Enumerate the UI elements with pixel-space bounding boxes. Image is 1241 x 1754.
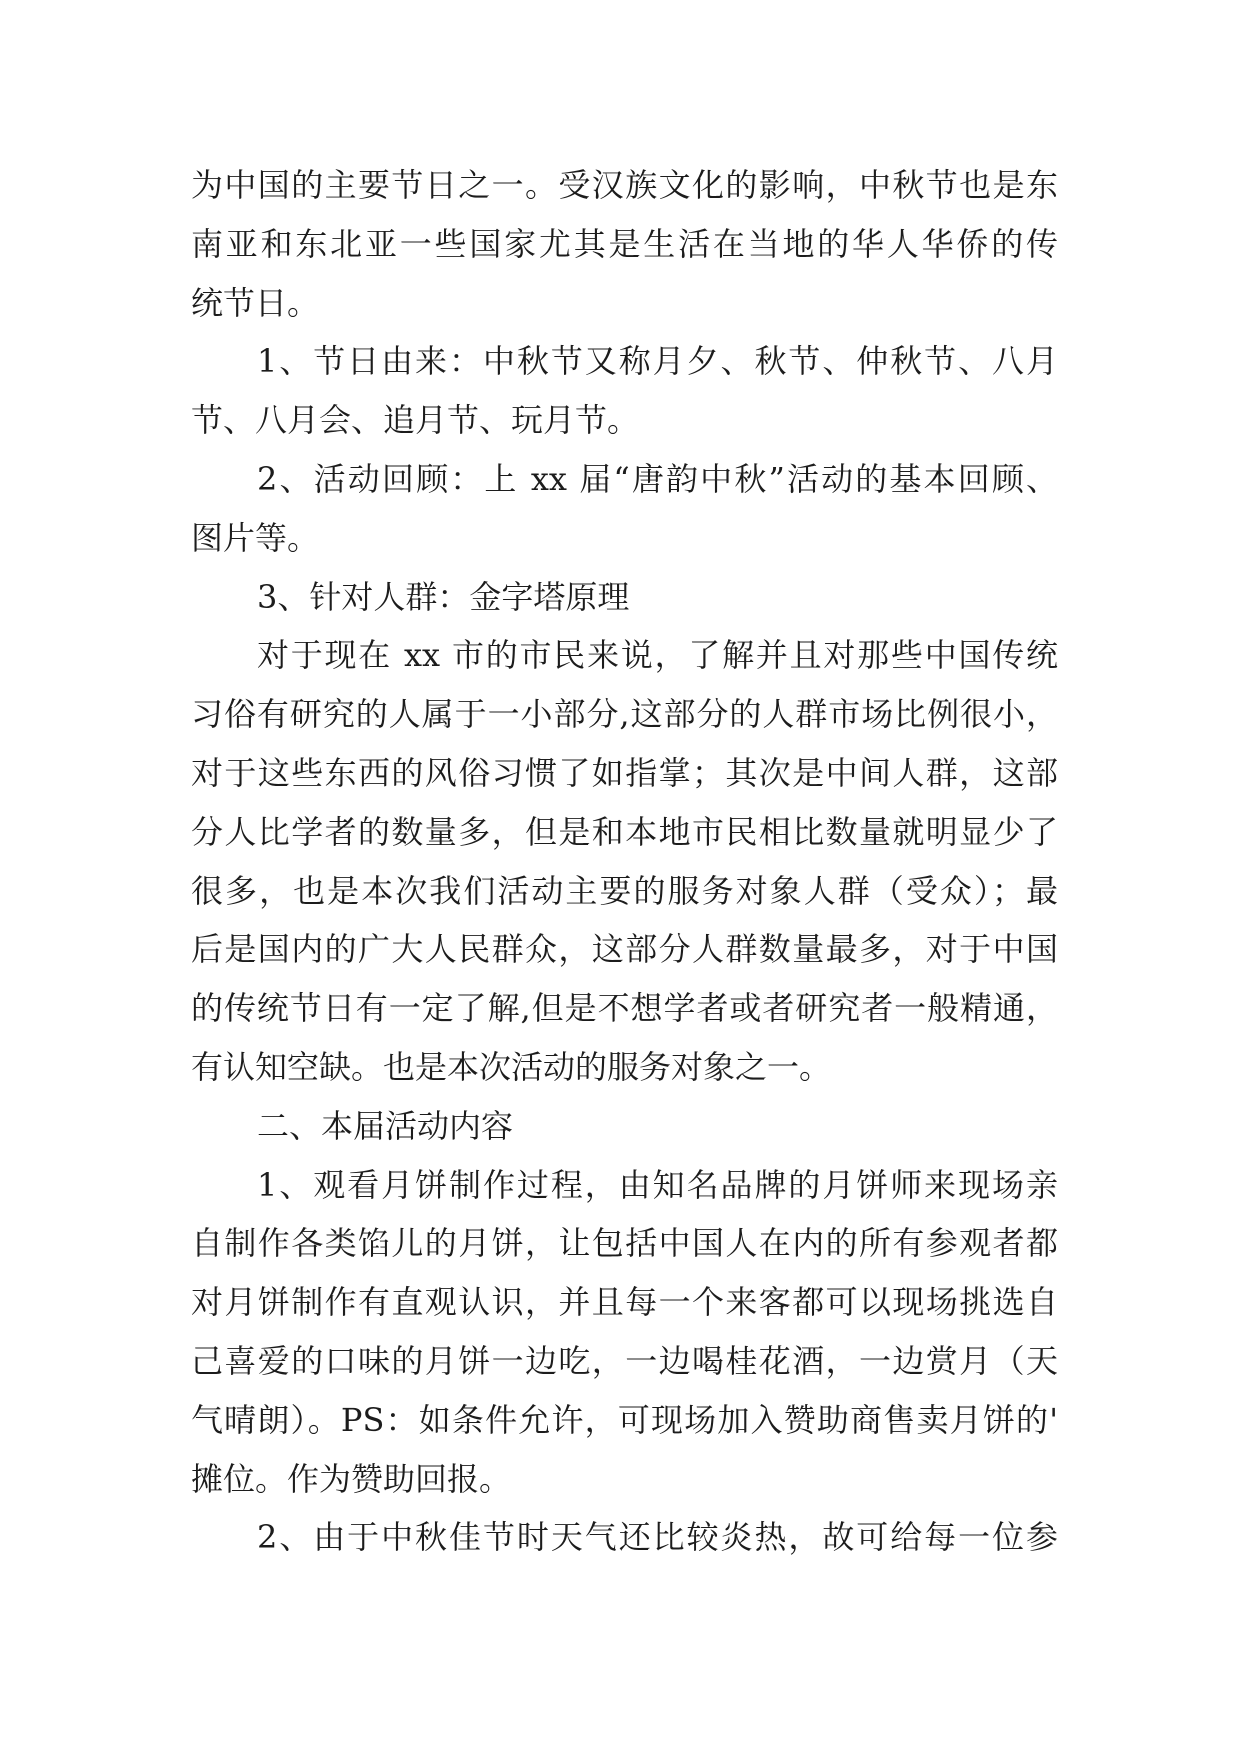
- text-line: 节、八月会、追月节、玩月节。: [191, 401, 640, 440]
- text-line: 2、活动回顾：上 xx 届“唐韵中秋”活动的基本回顾、: [257, 459, 1058, 498]
- text-line: 自制作各类馅儿的月饼，让包括中国人在内的所有参观者都: [191, 1224, 1058, 1263]
- text-line: 对于这些东西的风俗习惯了如指掌；其次是中间人群，这部: [191, 753, 1058, 792]
- paragraph-mooncake-making: [191, 1156, 1058, 1509]
- document-body: [191, 156, 1058, 1567]
- section-heading-activity-content: [191, 1097, 1058, 1156]
- text-line: 2、由于中秋佳节时天气还比较炎热，故可给每一位参: [257, 1518, 1058, 1557]
- text-line: 3、针对人群：金字塔原理: [257, 577, 630, 616]
- text-line: 有认知空缺。也是本次活动的服务对象之一。: [191, 1047, 832, 1086]
- text-line: 1、观看月饼制作过程，由知名品牌的月饼师来现场亲: [257, 1165, 1058, 1204]
- text-line: 己喜爱的口味的月饼一边吃，一边喝桂花酒，一边赏月（天: [191, 1341, 1058, 1380]
- text-line: 对月饼制作有直观认识，并且每一个来客都可以现场挑选自: [191, 1283, 1058, 1322]
- paragraph-intro-continued: [191, 156, 1058, 332]
- text-line: 南亚和东北亚一些国家尤其是生活在当地的华人华侨的传: [191, 224, 1058, 263]
- text-line: 分人比学者的数量多，但是和本地市民相比数量就明显少了: [191, 812, 1058, 851]
- text-line: 统节日。: [191, 283, 320, 322]
- text-line: 为中国的主要节日之一。受汉族文化的影响，中秋节也是东: [191, 166, 1058, 204]
- text-line: 习俗有研究的人属于一小部分,这部分的人群市场比例很小，: [191, 695, 1058, 734]
- text-line: 1、节日由来：中秋节又称月夕、秋节、仲秋节、八月: [257, 342, 1058, 381]
- text-line: 很多，也是本次我们活动主要的服务对象人群（受众）；最: [191, 871, 1058, 910]
- paragraph-target-audience-heading: [191, 568, 1058, 627]
- text-line: 图片等。: [191, 518, 320, 557]
- paragraph-hot-weather: [191, 1508, 1058, 1567]
- text-line: 对于现在 xx 市的市民来说，了解并且对那些中国传统: [257, 636, 1058, 675]
- section-heading: 二、本届活动内容: [257, 1106, 514, 1145]
- text-line: 后是国内的广大人民群众，这部分人群数量最多，对于中国: [191, 930, 1058, 969]
- paragraph-festival-origin: [191, 332, 1058, 450]
- text-line: 的传统节日有一定了解,但是不想学者或者研究者一般精通，: [191, 989, 1058, 1028]
- paragraph-target-audience: [191, 626, 1058, 1096]
- paragraph-activity-review: [191, 450, 1058, 568]
- text-line: 摊位。作为赞助回报。: [191, 1459, 512, 1498]
- text-line: 气晴朗）。PS：如条件允许，可现场加入赞助商售卖月饼的': [191, 1400, 1058, 1439]
